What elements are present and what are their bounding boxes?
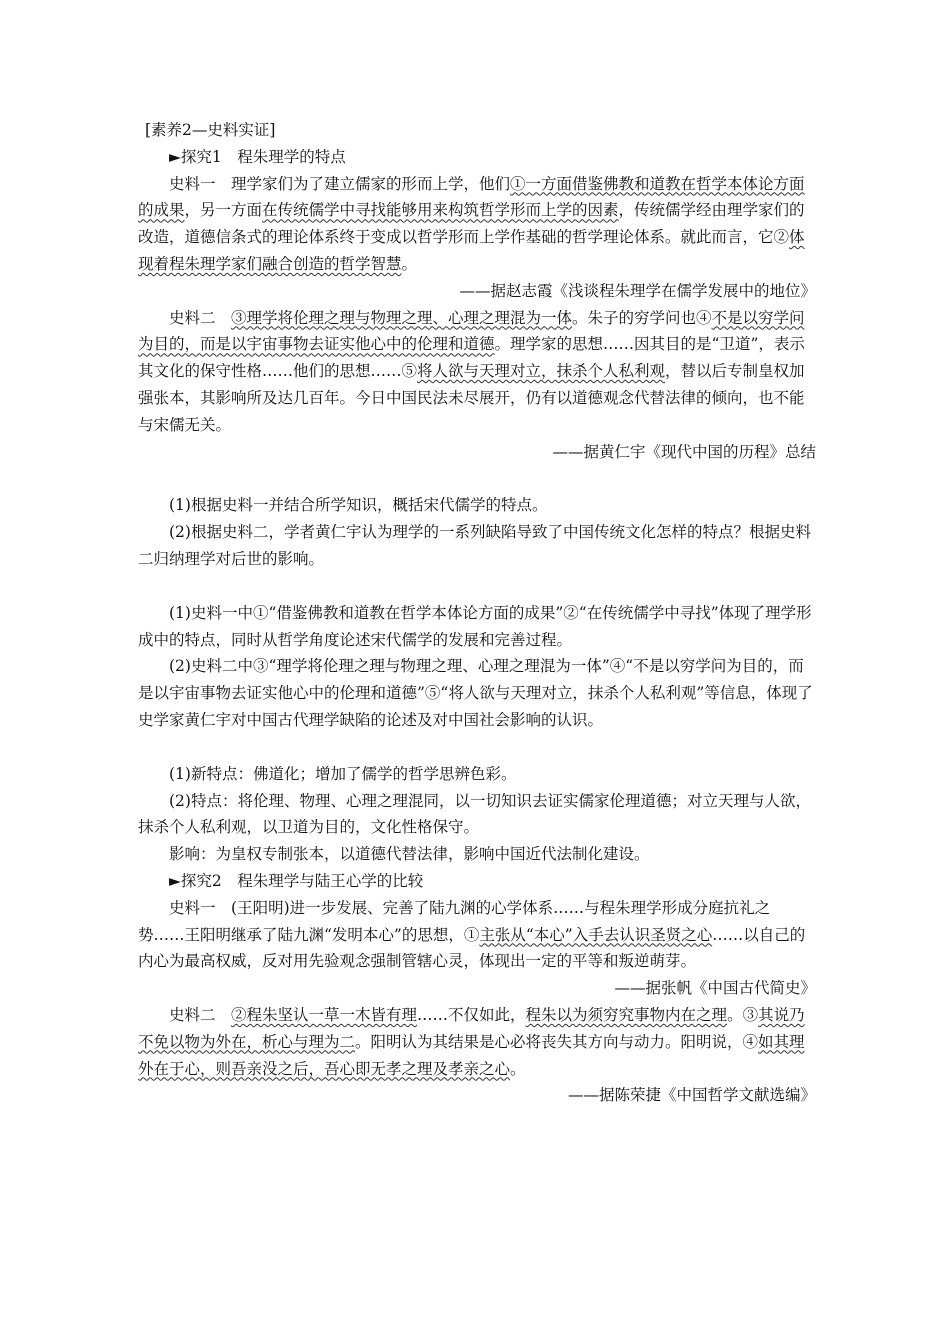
analysis-1: (1)史料一中①“借鉴佛教和道教在哲学本体论方面的成果”②“在传统儒学中寻找”体现了理学形成中的特点，同时从哲学角度论述宋代儒学的发展和完善过程。 (138, 603, 812, 649)
inquiry-1-title: 探究1 程朱理学的特点 (180, 147, 346, 166)
underlined-key-phrase: 将人欲与天理对立，抹杀个人私利观 (417, 362, 666, 381)
underlined-key-phrase: ②程朱坚认一草一木皆有理 (231, 1005, 418, 1024)
material-text: 。 (401, 254, 418, 273)
inquiry-1-heading (138, 144, 816, 171)
material-text: 。 (510, 1059, 526, 1078)
inquiry-1-material-1 (138, 171, 816, 278)
underlined-key-phrase: 其说乃不免以物为外在，析心与理为二 (138, 1005, 805, 1051)
material-source: ——据张帆《中国古代简史》 (614, 979, 816, 998)
material-source: ——据陈荣捷《中国哲学文献选编》 (567, 1086, 816, 1105)
underlined-key-phrase: 程朱以为须穷究事物内在之理 (525, 1005, 728, 1024)
material-text: ……以自己的内心为最高权威，反对用先验观念强制管辖心灵，体现出一定的平等和叛逆萌芽。 (138, 925, 806, 971)
question-1: (1)根据史料一并结合所学知识，概括宋代儒学的特点。 (169, 496, 548, 515)
spacer (138, 573, 816, 600)
inquiry-2-title: 探究2 程朱理学与陆王心学的比较 (180, 871, 424, 890)
material-text: ……不仅如此， (417, 1005, 526, 1024)
underlined-key-phrase: 体现着程朱理学家们融合创造的哲学智慧 (138, 228, 805, 273)
material-text: ，替以后专制皇权加强张本，其影响所及达几百年。今日中国民法未尽展开，仍有以道德观念代替法律的倾向，也不能与宋儒无关。 (138, 362, 805, 434)
material-text: 理学家们为了建立儒家的形而上学，他们 (231, 174, 511, 193)
question-2: (2)根据史料二，学者黄仁宇认为理学的一系列缺陷导致了中国传统文化怎样的特点？根据史料二归纳理学对后世的影响。 (138, 523, 811, 568)
inquiry-2-heading (138, 868, 816, 895)
underlined-key-phrase: 如其理外在于心，则吾亲没之后，吾心即无孝之理及孝亲之心 (138, 1032, 805, 1078)
answer-3: 影响：为皇权专制张本，以道德代替法律，影响中国近代法制化建设。 (169, 845, 650, 864)
underlined-key-phrase: 主张从“本心”入手去认识圣贤之心 (479, 925, 713, 944)
underlined-key-phrase: ①一方面借鉴佛教和道教在哲学本体论方面的成果 (138, 174, 805, 220)
inquiry-1-material-2 (138, 305, 816, 439)
material-text: 。阳明认为其结果是心必将丧失其方向与动力。阳明说，④ (355, 1032, 759, 1051)
material-text: 。理学家的思想……因其目的是“卫道”，表示其文化的保守性格……他们的思想……⑤ (138, 335, 805, 381)
inquiry-2-material-2 (138, 1002, 816, 1082)
spacer (138, 465, 816, 492)
underlined-key-phrase: ③理学将伦理之理与物理之理、心理之理混为一体 (231, 308, 573, 327)
section-tag: [素养2—史料实证] (145, 121, 276, 139)
material-label: 史料一 (169, 174, 232, 193)
material-label: 史料二 (169, 1005, 232, 1024)
material-text: 。③ (727, 1005, 759, 1024)
material-text: 。朱子的穷学问也④ (572, 308, 712, 327)
triangle-marker-icon: ► (169, 147, 181, 166)
material-text: ，传统儒学经由理学家们的改造，道德信条式的理论体系终于变成以哲学形而上学作基础的哲学理论体系。就此而言，它② (138, 201, 805, 247)
material-label: 史料二 (169, 308, 232, 327)
inquiry-2-material-1 (138, 895, 816, 975)
underlined-key-phrase: 不是以穷学问为目的，而是以宇宙事物去证实他心中的伦理和道德 (138, 308, 805, 354)
triangle-marker-icon: ► (169, 871, 181, 890)
material-source: ——据黄仁宇《现代中国的历程》总结 (552, 442, 816, 461)
underlined-key-phrase: 在传统儒学中寻找能够用来构筑哲学形而上学的因素 (262, 201, 619, 220)
material-text: ，另一方面 (184, 201, 263, 220)
answer-2: (2)特点：将伦理、物理、心理之理混同，以一切知识去证实儒家伦理道德；对立天理与人欲，抹杀个人私利观，以卫道为目的，文化性格保守。 (138, 791, 811, 837)
material-label: 史料一 (169, 898, 232, 917)
material-source: ——据赵志霞《浅谈程朱理学在儒学发展中的地位》 (459, 281, 816, 300)
spacer (138, 734, 816, 761)
material-text: (王阳明)进一步发展、完善了陆九渊的心学体系……与程朱理学形成分庭抗礼之势……王阳明继承了陆九渊“发明本心”的思想，① (138, 898, 771, 944)
answer-1: (1)新特点：佛道化；增加了儒学的哲学思辨色彩。 (169, 764, 517, 783)
analysis-2: (2)史料二中③“理学将伦理之理与物理之理、心理之理混为一体”④“不是以穷学问为目的，而是以宇宙事物去证实他心中的伦理和道德”⑤“将人欲与天理对立，抹杀个人私利观”等信息，体现了史学家黄仁宇对中国古代理学缺陷的论述及对中国社会影响的认识。 (138, 657, 813, 729)
document-body (138, 117, 816, 1109)
